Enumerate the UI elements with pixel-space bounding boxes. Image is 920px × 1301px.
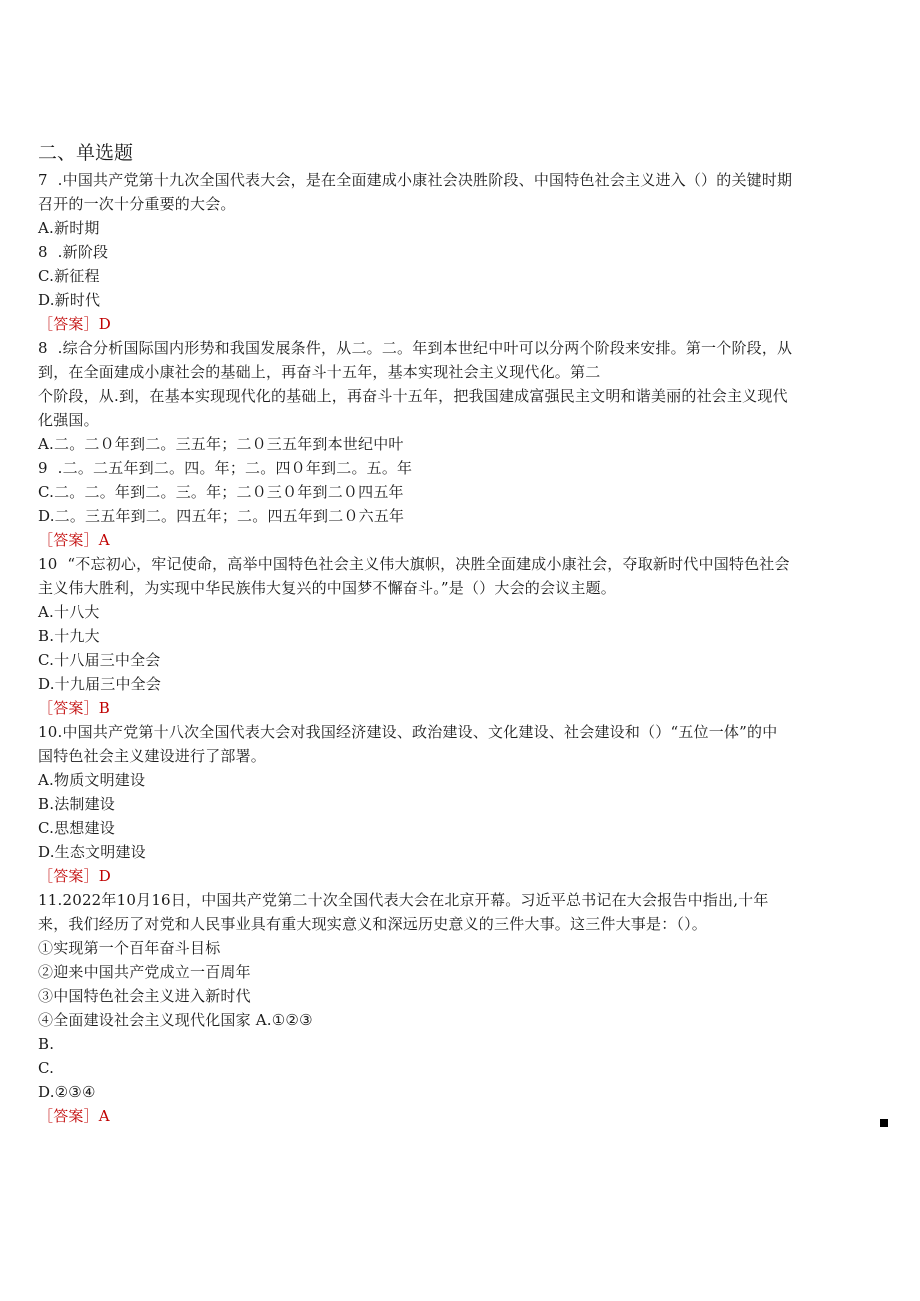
- question-text: 到，在全面建成小康社会的基础上，再奋斗十五年，基本实现社会主义现代化。第二: [38, 363, 601, 381]
- question-text: 8 .综合分析国际国内形势和我国发展条件，从二。二。年到本世纪中叶可以分两个阶段来安排。第一个阶段，从: [38, 339, 793, 357]
- option-c: C.: [38, 1059, 55, 1077]
- question-10a: [38, 552, 890, 720]
- option-a: A.二。二０年到二。三五年；二０三五年到本世纪中叶: [38, 435, 404, 453]
- option-b: B.十九大: [38, 627, 100, 645]
- option-a: A.物质文明建设: [38, 771, 146, 789]
- option-c: C.二。二。年到二。三。年；二０三０年到二０四五年: [38, 483, 404, 501]
- statement-1: ①实现第一个百年奋斗目标: [38, 939, 221, 957]
- question-text: 国特色社会主义建设进行了部署。: [38, 747, 267, 765]
- answer-label: ［答案］A: [38, 531, 110, 549]
- option-b: 8 .新阶段: [38, 243, 109, 261]
- answer-label: ［答案］D: [38, 867, 112, 885]
- question-text: 来，我们经历了对党和人民事业具有重大现实意义和深远历史意义的三件大事。这三件大事是：（）。: [38, 915, 708, 933]
- question-11: [38, 888, 890, 1128]
- option-d: D.十九届三中全会: [38, 675, 162, 693]
- question-text: 11.2022年10月16日，中国共产党第二十次全国代表大会在北京开幕。习近平总书记在大会报告中指出,十年: [38, 891, 769, 909]
- option-d: D.生态文明建设: [38, 843, 146, 861]
- question-10b: [38, 720, 890, 888]
- question-text: 主义伟大胜利，为实现中华民族伟大复兴的中国梦不懈奋斗。”是（）大会的会议主题。: [38, 579, 616, 597]
- square-marker-icon: [880, 1119, 888, 1127]
- option-b: B.: [38, 1035, 55, 1053]
- option-c: C.思想建设: [38, 819, 115, 837]
- document-page: [38, 138, 890, 1128]
- question-7: [38, 168, 890, 336]
- option-a: A.十八大: [38, 603, 100, 621]
- option-b: B.法制建设: [38, 795, 115, 813]
- answer-label: ［答案］A: [38, 1107, 110, 1125]
- option-d: D.②③④: [38, 1083, 96, 1101]
- question-8: [38, 336, 890, 552]
- answer-label: ［答案］B: [38, 699, 111, 717]
- option-d: D.新时代: [38, 291, 101, 309]
- option-a: A.新时期: [38, 219, 100, 237]
- option-c: C.十八届三中全会: [38, 651, 161, 669]
- option-b: 9 .二。二五年到二。四。年；二。四０年到二。五。年: [38, 459, 413, 477]
- question-text: 召开的一次十分重要的大会。: [38, 195, 236, 213]
- question-text: 10.中国共产党第十八次全国代表大会对我国经济建设、政治建设、文化建设、社会建设和（）“五位一体”的中: [38, 723, 778, 741]
- question-text: 个阶段，从.到，在基本实现现代化的基础上，再奋斗十五年，把我国建成富强民主文明和谐美丽的社会主义现代: [38, 387, 788, 405]
- statement-3: ③中国特色社会主义进入新时代: [38, 987, 251, 1005]
- option-d: D.二。三五年到二。四五年；二。四五年到二０六五年: [38, 507, 405, 525]
- statement-4-option-a: ④全面建设社会主义现代化国家 A.①②③: [38, 1011, 313, 1029]
- section-title: 二、单选题: [38, 142, 134, 164]
- question-text: 10 “不忘初心，牢记使命，高举中国特色社会主义伟大旗帜，决胜全面建成小康社会，夺取新时代中国特色社会: [38, 555, 790, 573]
- statement-2: ②迎来中国共产党成立一百周年: [38, 963, 251, 981]
- option-c: C.新征程: [38, 267, 100, 285]
- question-text: 化强国。: [38, 411, 99, 429]
- question-text: 7 .中国共产党第十九次全国代表大会，是在全面建成小康社会决胜阶段、中国特色社会主义进入（）的关键时期: [38, 171, 793, 189]
- answer-label: ［答案］D: [38, 315, 112, 333]
